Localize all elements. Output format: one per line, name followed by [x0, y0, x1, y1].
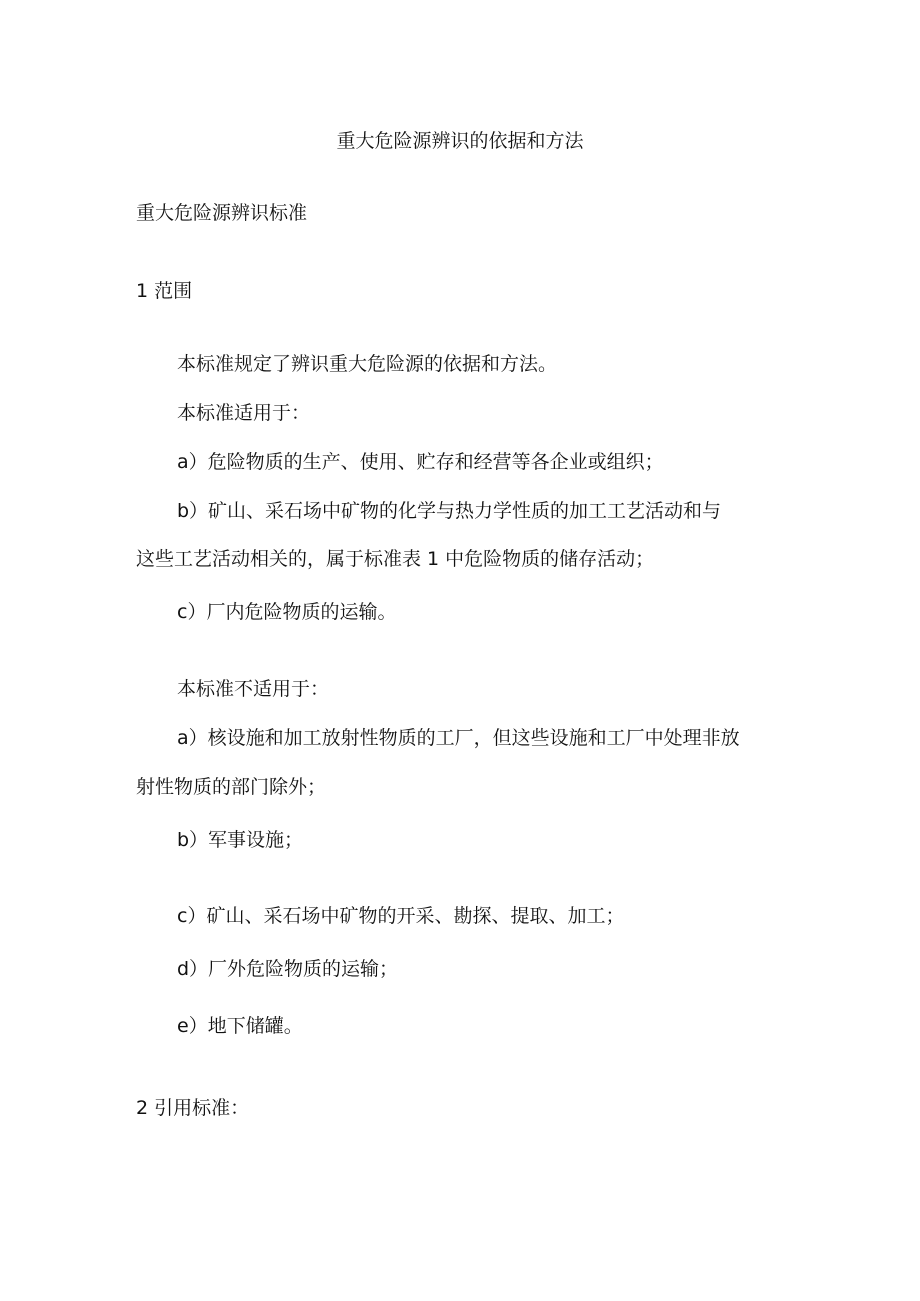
applies-heading: 本标准适用于： — [177, 402, 311, 424]
scope-intro-paragraph: 本标准规定了辨识重大危险源的依据和方法。 — [177, 353, 558, 375]
excludes-heading: 本标准不适用于： — [177, 678, 330, 700]
section-2-heading: 2 引用标准： — [136, 1097, 250, 1119]
applies-item-b-continued: 这些工艺活动相关的，属于标准表 1 中危险物质的储存活动； — [136, 548, 655, 570]
excludes-item-c: c）矿山、采石场中矿物的开采、勘探、提取、加工； — [177, 905, 625, 927]
applies-item-a: a）危险物质的生产、使用、贮存和经营等各企业或组织； — [177, 451, 664, 473]
excludes-item-e: e）地下储罐。 — [177, 1015, 303, 1037]
excludes-item-b: b）军事设施； — [177, 829, 304, 851]
document-subtitle: 重大危险源辨识标准 — [136, 202, 308, 224]
excludes-item-d: d）厂外危险物质的运输； — [177, 958, 399, 980]
excludes-item-a: a）核设施和加工放射性物质的工厂，但这些设施和工厂中处理非放 — [177, 727, 740, 749]
excludes-item-a-continued: 射性物质的部门除外； — [136, 776, 327, 798]
applies-item-c: c）厂内危险物质的运输。 — [177, 601, 397, 623]
document-title: 重大危险源辨识的依据和方法 — [336, 130, 584, 152]
section-1-heading: 1 范围 — [136, 280, 193, 302]
applies-item-b: b）矿山、采石场中矿物的化学与热力学性质的加工工艺活动和与 — [177, 500, 722, 522]
